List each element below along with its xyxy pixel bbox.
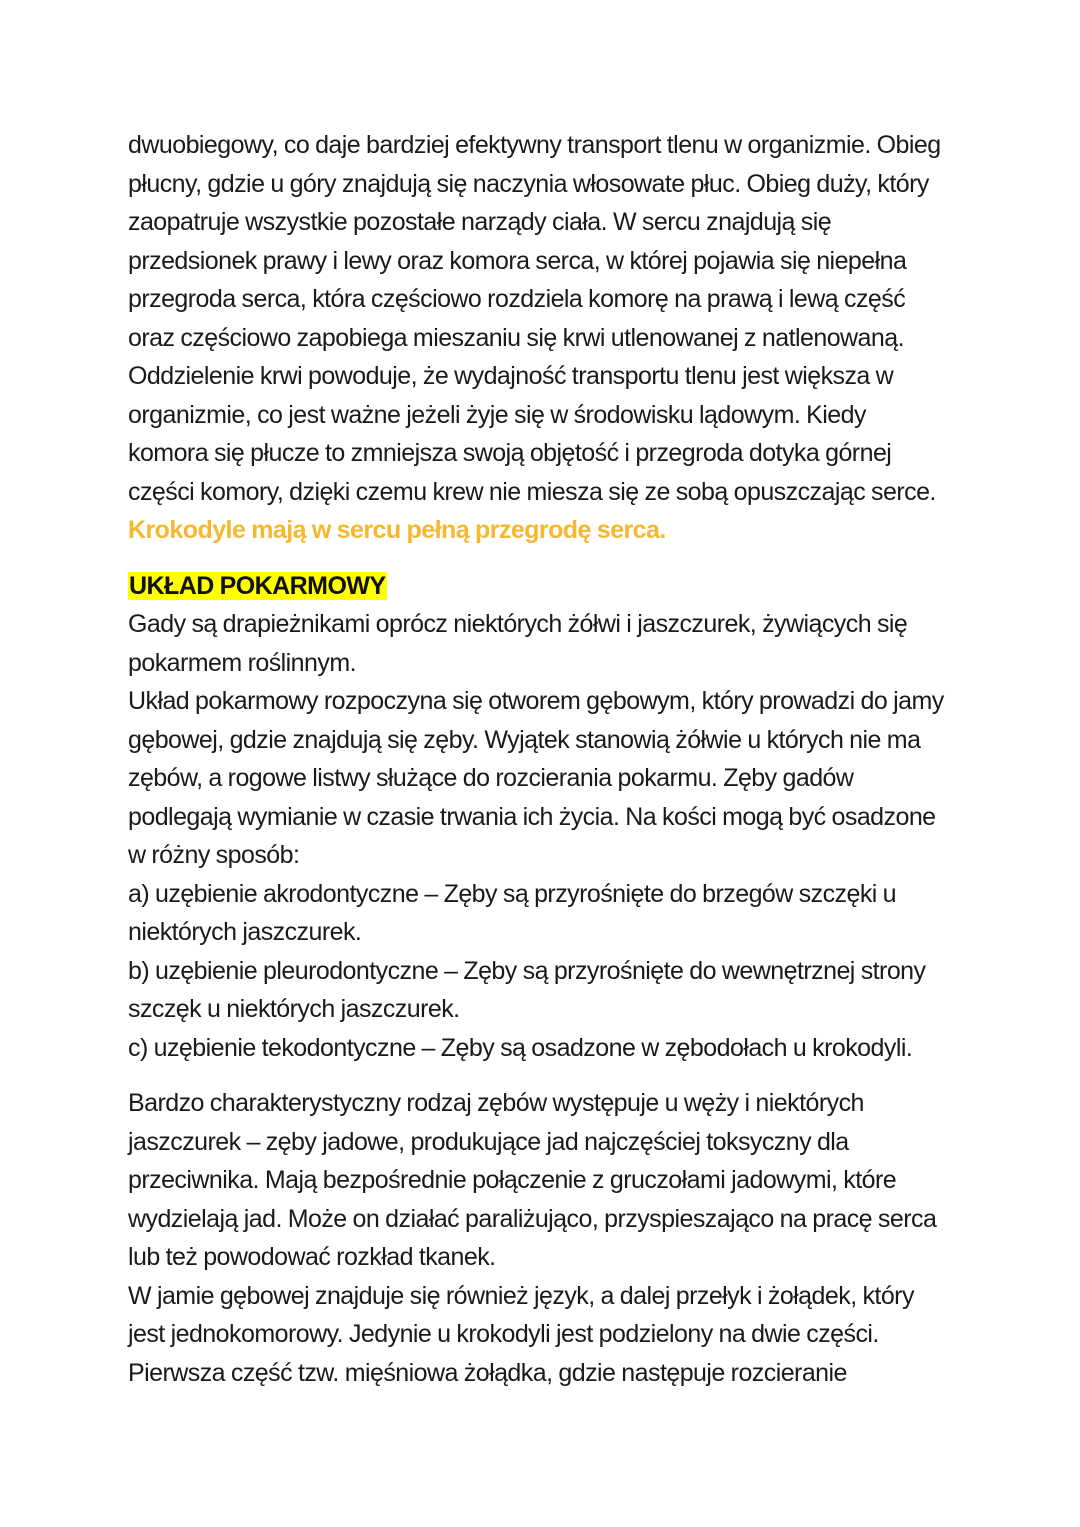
text-line: przedsionek prawy i lewy oraz komora serca, w której pojawia się niepełna: [128, 246, 907, 275]
text-line: zaopatruje wszystkie pozostałe narządy ciała. W sercu znajdują się: [128, 208, 832, 236]
section-heading-wrap: [128, 567, 958, 606]
text-line: komora się płucze to zmniejsza swoją objętość i przegroda dotyka górnej: [128, 439, 892, 467]
text-line: podlegają wymianie w czasie trwania ich życia. Na kości mogą być osadzone: [128, 802, 936, 831]
list-item-b: b) uzębienie pleurodontyczne – Zęby są przyrośnięte do wewnętrznej strony: [128, 956, 926, 985]
text-line: lub też powodować rozkład tkanek.: [128, 1243, 496, 1271]
text-line: Pierwsza część tzw. mięśniowa żołądka, gdzie następuje rozcieranie: [128, 1358, 847, 1387]
paragraph-digestive: [128, 605, 958, 1067]
list-item-c: c) uzębienie tekodontyczne – Zęby są osadzone w zębodołach u krokodyli.: [128, 1033, 913, 1062]
paragraph-venom-teeth: [128, 1084, 958, 1392]
text-line: W jamie gębowej znajduje się również język, a dalej przełyk i żołądek, który: [128, 1281, 914, 1310]
text-line: gębowej, gdzie znajdują się zęby. Wyjątek stanowią żółwie u których nie ma: [128, 725, 921, 754]
text-line: jest jednokomorowy. Jedynie u krokodyli jest podzielony na dwie części.: [128, 1320, 879, 1348]
text-line: części komory, dzięki czemu krew nie miesza się ze sobą opuszczając serce.: [128, 477, 936, 506]
text-line: oraz częściowo zapobiega mieszaniu się krwi utlenowanej z natlenowaną.: [128, 323, 905, 352]
list-item-b-cont: szczęk u niektórych jaszczurek.: [128, 995, 460, 1023]
paragraph-circulatory: [128, 126, 958, 550]
section-heading: UKŁAD POKARMOWY: [129, 571, 386, 600]
highlighted-note: Krokodyle mają w sercu pełną przegrodę serca.: [128, 516, 666, 544]
text-line: płucny, gdzie u góry znajdują się naczynia włosowate płuc. Obieg duży, który: [128, 169, 929, 198]
text-line: w różny sposób:: [128, 841, 300, 869]
text-line: zębów, a rogowe listwy służące do rozcierania pokarmu. Zęby gadów: [128, 764, 854, 792]
text-line: organizmie, co jest ważne jeżeli żyje się w środowisku lądowym. Kiedy: [128, 400, 866, 429]
list-item-a-cont: niektórych jaszczurek.: [128, 918, 362, 946]
text-line: przegroda serca, która częściowo rozdziela komorę na prawą i lewą część: [128, 285, 906, 313]
text-line: jaszczurek – zęby jadowe, produkujące jad najczęściej toksyczny dla: [128, 1127, 849, 1156]
text-line: Bardzo charakterystyczny rodzaj zębów występuje u węży i niektórych: [128, 1089, 864, 1117]
text-line: Układ pokarmowy rozpoczyna się otworem gębowym, który prowadzi do jamy: [128, 687, 944, 715]
text-line: wydzielają jad. Może on działać paraliżująco, przyspieszająco na pracę serca: [128, 1204, 937, 1233]
text-line: Gady są drapieżnikami oprócz niektórych żółwi i jaszczurek, żywiących się: [128, 610, 908, 638]
text-line: Oddzielenie krwi powoduje, że wydajność transportu tlenu jest większa w: [128, 362, 894, 390]
list-item-a: a) uzębienie akrodontyczne – Zęby są przyrośnięte do brzegów szczęki u: [128, 879, 897, 908]
text-line: dwuobiegowy, co daje bardziej efektywny transport tlenu w organizmie. Obieg: [128, 131, 941, 159]
text-line: pokarmem roślinnym.: [128, 648, 357, 677]
document-page: [128, 126, 958, 1392]
text-line: przeciwnika. Mają bezpośrednie połączenie z gruczołami jadowymi, które: [128, 1166, 897, 1194]
